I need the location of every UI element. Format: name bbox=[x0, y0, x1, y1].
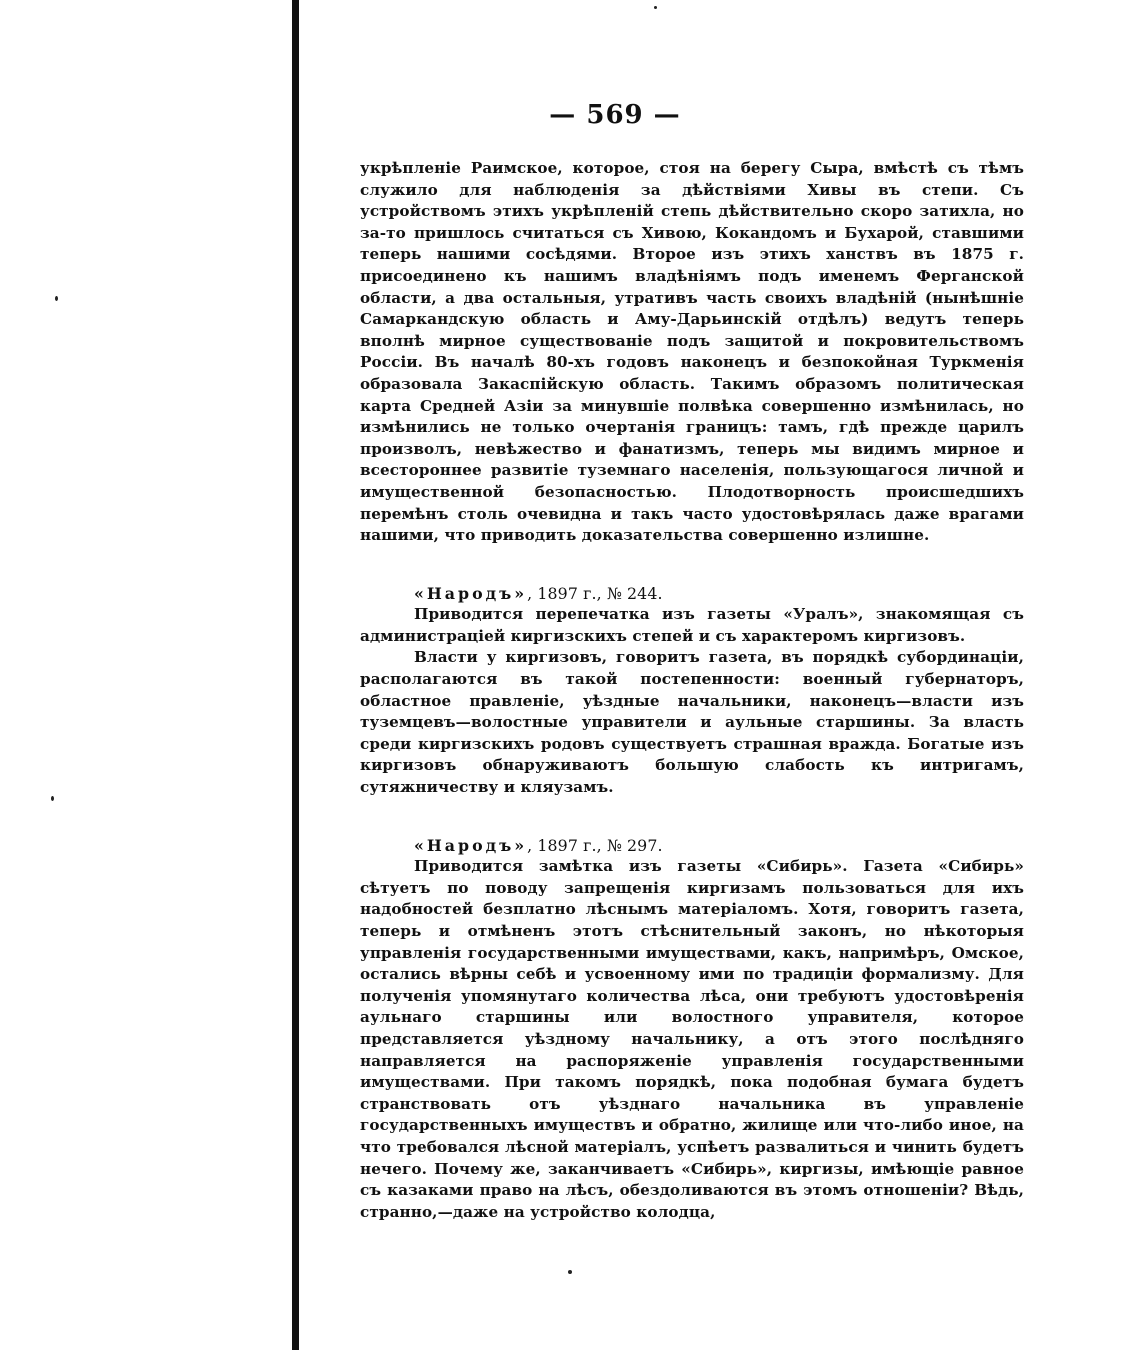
entry-heading bbox=[360, 835, 1024, 857]
newspaper-name: «Народъ» bbox=[414, 835, 528, 855]
scan-speck bbox=[568, 1270, 572, 1274]
entry-heading bbox=[360, 583, 1024, 605]
entry-paragraph: Приводится перепечатка изъ газеты «Уралъ», знакомящая съ администраціей киргизскихъ степей и съ характеромъ киргизовъ. bbox=[360, 605, 1024, 645]
entry-paragraph: Приводится замѣтка изъ газеты «Сибирь». Газета «Сибирь» сѣтуетъ по поводу запрещенія киргизамъ пользоваться для ихъ надобностей безплатно лѣснымъ матеріаломъ. Хотя, говоритъ газета, теперь и отмѣненъ этотъ стѣснительный законъ, но нѣкоторыя управленія государственными имуществами, какъ, напримѣръ, Омское, остались вѣрны себѣ и усвоенному ими по традиціи формализму. Для полученія упомянутаго количества лѣса, они требуютъ удостовѣренія аульнаго старшины или волостного управителя, которое представляется уѣздному начальнику, а отъ этого послѣдняго направляется на распоряженіе управленія государственными имуществами. При такомъ порядкѣ, пока подобная бумага будетъ странствовать отъ уѣзднаго начальника въ управленіе государственныхъ имуществъ и обратно, жилище или что-либо иное, на что требовался лѣсной матеріалъ, успѣетъ развалиться и чинить будетъ нечего. Почему же, заканчиваетъ «Сибирь», киргизы, имѣющіе равное съ казаками право на лѣсъ, обездоливаются въ этомъ отношеніи? Вѣдь, странно,—даже на устройство колодца, bbox=[360, 857, 1024, 1221]
scan-speck bbox=[51, 796, 54, 801]
press-entry-1 bbox=[360, 583, 1024, 799]
issue-info: , 1897 г., № 244. bbox=[527, 583, 663, 603]
page-binding-line bbox=[292, 0, 299, 1350]
issue-info: , 1897 г., № 297. bbox=[527, 835, 663, 855]
entry-paragraph: Власти у киргизовъ, говоритъ газета, въ порядкѣ субординаціи, располагаются въ такой постепенности: военный губернаторъ, областное правленіе, уѣздные начальники, наконецъ—власти изъ туземцевъ—волостные управители и аульные старшины. За власть среди киргизскихъ родовъ существуетъ страшная вражда. Богатые изъ киргизовъ обнаруживаютъ большую слабость къ интригамъ, сутяжничеству и кляузамъ. bbox=[360, 648, 1024, 797]
press-entry-2 bbox=[360, 835, 1024, 1224]
main-text-column bbox=[360, 158, 1024, 1223]
continuation-paragraph: укрѣпленіе Раимское, которое, стоя на берегу Сыра, вмѣстѣ съ тѣмъ служило для наблюденія за дѣйствіями Хивы въ степи. Съ устройствомъ этихъ укрѣпленій степь дѣйствительно скоро затихла, но за-то пришлось считаться съ Хивою, Кокандомъ и Бухарой, ставшими теперь нашими сосѣдями. Второе изъ этихъ ханствъ въ 1875 г. присоединено къ нашимъ владѣніямъ подъ именемъ Ферганской области, а два остальныя, утративъ часть своихъ владѣній (нынѣшніе Самаркандскую область и Аму-Дарьинскій отдѣлъ) ведутъ теперь вполнѣ мирное существованіе подъ защитой и покровительствомъ Россіи. Въ началѣ 80-хъ годовъ наконецъ и безпокойная Туркменія образовала Закаспійскую область. Такимъ образомъ политическая карта Средней Азіи за минувшіе полвѣка совершенно измѣнилась, но измѣнились не только очертанія границъ: тамъ, гдѣ прежде царилъ произволъ, невѣжество и фанатизмъ, теперь мы видимъ мирное и всестороннее развитіе туземнаго населенія, пользующагося личной и имущественной безопасностью. Плодотворность происшедшихъ перемѣнъ столь очевидна и такъ часто удостовѣрялась даже врагами нашими, что приводить доказательства совершенно излишне. bbox=[360, 159, 1024, 545]
scan-speck bbox=[654, 6, 657, 9]
scan-speck bbox=[55, 296, 58, 301]
page-number: — 569 — bbox=[549, 100, 681, 130]
newspaper-name: «Народъ» bbox=[414, 583, 528, 603]
